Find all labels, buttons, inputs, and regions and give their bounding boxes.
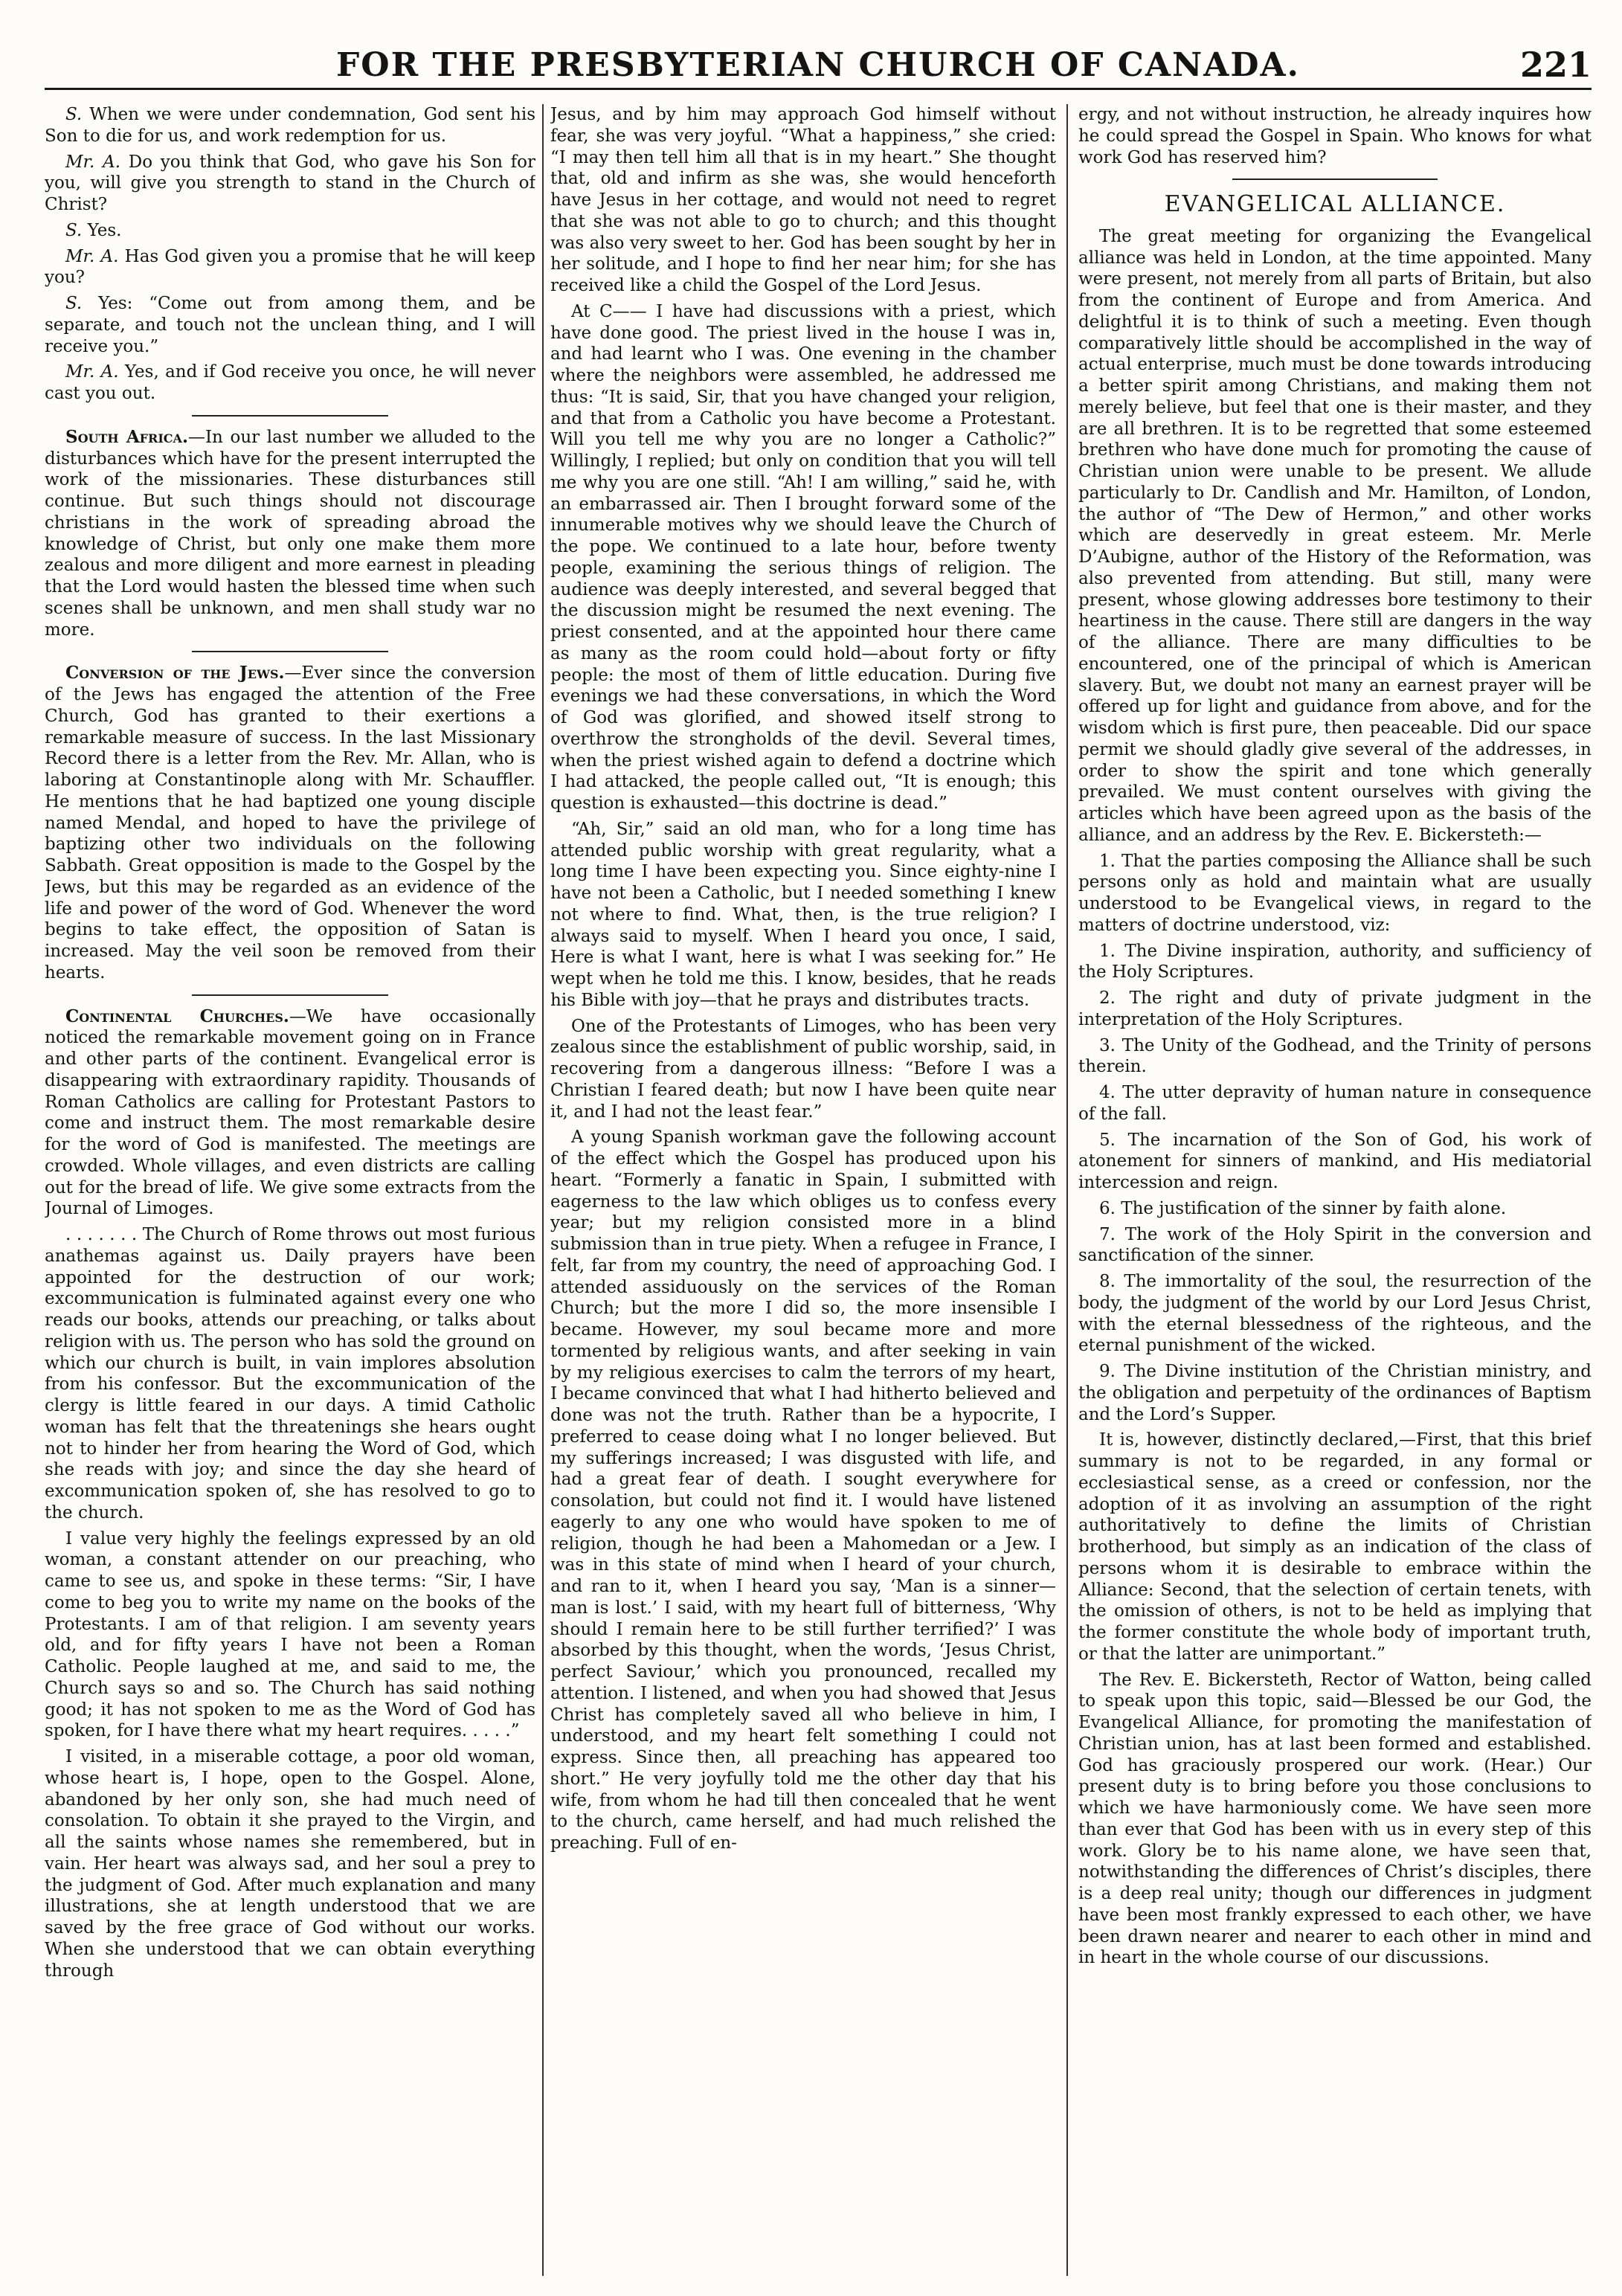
paragraph: ergy, and not without instruction, he already inquires how he could spread the Gospel in Spain. Who knows for what work God has reserved him?	[1078, 105, 1592, 167]
dialog-line: Yes: “Come out from among them, and be separate, and touch not the unclean thing, and I will receive you.”	[45, 294, 535, 356]
dialog-speaker: S.	[65, 220, 83, 240]
article-item: 7. The work of the Holy Spirit in the conversion and sanctification of the sinner.	[1078, 1224, 1592, 1266]
separator	[192, 415, 388, 417]
paragraph: I visited, in a miserable cottage, a poor old woman, whose heart is, I hope, open to the Gospel. Alone, abandoned by her only son, she had much need of consolation. To obtain it she prayed to the Virgin, and all the saints whose names she remembered, but in vain. Her heart was always sad, and her soul a prey to the judgment of God. After much explanation and many illustrations, she at length understood that we are saved by the free grace of God without our works. When she understood that we can obtain everything through	[45, 1747, 535, 1981]
section-title: EVANGELICAL ALLIANCE.	[1164, 191, 1506, 218]
running-title: FOR THE PRESBYTERIAN CHURCH OF CANADA.	[336, 46, 1300, 84]
dialog-line: Yes.	[87, 220, 122, 240]
column-2	[550, 104, 1056, 2276]
article-item: 4. The utter depravity of human nature in consequence of the fall.	[1078, 1083, 1592, 1124]
paragraph: One of the Protestants of Limoges, who has been very zealous since the establishment of public worship, said, in recovering from a dangerous illness: “Before I was a Christian I feared death; but now I have been quite near it, and I had not the least fear.”	[550, 1016, 1056, 1122]
article-heading: South Africa.	[65, 426, 188, 447]
dialog-line: Has God given you a promise that he will keep you?	[45, 246, 535, 288]
paragraph: The great meeting for organizing the Evangelical alliance was held in London, at the time appointed. Many were present, not merely from all parts of Britain, but also from the continent of Europe and from America. And delightful it is to think of such a meeting. Even though comparatively little should be accomplished in the way of actual enterprise, much must be done towards introducing a better spirit among Christians, and making them not merely believe, but feel that one is their master, and they are all brethren. It is to be regretted that some esteemed brethren who have done much for promoting the cause of Christian union were unable to be present. We allude particularly to Dr. Candlish and Mr. Hamilton, of London, the author of “The Dew of Hermon,” and other works which are deservedly in great esteem. Mr. Merle D’Aubigne, author of the History of the Reformation, was also prevented from attending. But still, many were present, whose glowing addresses bore testimony to their heartiness in the cause. There still are dangers in the way of the alliance. There are many difficulties to be encountered, one of the principal of which is American slavery. But, we doubt not many an earnest prayer will be offered up for light and guidance from above, and for the wisdom which is first pure, then peaceable. Did our space permit we should gladly give several of the addresses, in order to show the spirit and tone which generally prevailed. We must content ourselves with giving the articles which have been agreed upon as the basis of the alliance, and an address by the Rev. E. Bickersteth:—	[1078, 226, 1592, 845]
dialog-line: Do you think that God, who gave his Son for you, will give you strength to stand in the Church of Christ?	[45, 152, 535, 214]
paragraph: At C—— I have had discussions with a priest, which have done good. The priest lived in the house I was in, and had learnt who I was. One evening in the chamber where the neighbors were assembled, he addressed me thus: “It is said, Sir, that you have changed your religion, and that from a Catholic you have become a Protestant. Will you tell me why you are no longer a Catholic?” Willingly, I replied; but only on condition that you will tell me why you are one still. “Ah! I am willing,” said he, with an embarrassed air. Then I brought forward some of the innumerable motives why we should leave the Church of the pope. We continued to a late hour, before twenty people, examining the serious things of religion. The audience was deeply interested, and several begged that the discussion might be resumed the next evening. The priest consented, and at the appointed hour there came as many as the room could hold—about forty or fifty people: the most of them of little education. During five evenings we had these conversations, in which the Word of God was glorified, and showed itself strong to overthrow the strongholds of the devil. Several times, when the priest wished again to defend a doctrine which I had attacked, the people called out, “It is enough; this question is exhausted—this doctrine is dead.”	[550, 301, 1056, 813]
dialog	[45, 104, 535, 405]
column-rule-2	[1066, 104, 1068, 2276]
article-heading: Continental Churches.	[65, 1006, 289, 1026]
article-item: 9. The Divine institution of the Christian ministry, and the obligation and perpetuity of the ordinances of Baptism and the Lord’s Supper.	[1078, 1362, 1592, 1424]
page-number: 221	[1519, 45, 1592, 85]
paragraph: “Ah, Sir,” said an old man, who for a long time has attended public worship with great regularity, what a long time I have been expecting you. Since eighty-nine I have not been a Catholic, but I needed something I knew not where to find. What, then, is the true religion? I always said to myself. When I heard you once, I said, Here is what I want, here is what I was seeking for.” He wept when he told me this. I know, besides, that he reads his Bible with joy—that he prays and distributes tracts.	[550, 819, 1056, 1010]
dialog-speaker: S.	[65, 105, 83, 124]
paragraph: I value very highly the feelings expressed by an old woman, a constant attender on our preaching, who came to see us, and spoke in these terms: “Sir, I have come to beg you to write my name on the books of the Protestants. I am of that religion. I am seventy years old, and for fifty years I have not been a Roman Catholic. People laughed at me, and said to me, the Church says so and so. The Church has said nothing good; it has not spoken to me as the Word of God has spoken, for I have there what my heart requires. . . . .”	[45, 1528, 535, 1741]
dialog-speaker: S.	[65, 294, 83, 313]
article-item: 1. That the parties composing the Alliance shall be such persons only as hold and maintain what are usually understood to be Evangelical views, in regard to the matters of doctrine understood, viz:	[1078, 851, 1592, 935]
article-heading: Conversion of the Jews.	[65, 663, 285, 684]
paragraph: A young Spanish workman gave the following account of the effect which the Gospel has produced upon his heart. “Formerly a fanatic in Spain, I submitted with eagerness to the law which obliges us to confess every year; but my religion consisted more in a blind submission than in true piety. When a refugee in France, I felt, far from my country, the need of approaching God. I attended assiduously on the services of the Roman Church; but the more I did so, the more insensible I became. However, my soul became more and more tormented by religious wants, and after seeking in vain by my religious exercises to calm the terrors of my heart, I became convinced that what I had hitherto believed and done was not the truth. Rather than be a hypocrite, I preferred to cease doing what I no longer believed. But my sufferings increased; I was disgusted with life, and had a great fear of death. I sought everywhere for consolation, but could not find it. I would have listened eagerly to any one who would have spoken to me of religion, though he had been a Mahomedan or a Jew. I was in this state of mind when I heard of your church, and ran to it, when I heard you say, ‘Man is a sinner—man is lost.’ I said, with my heart full of bitterness, ‘Why should I remain here to be still further terrified?’ I was absorbed by this thought, when the words, ‘Jesus Christ, perfect Saviour,’ which you pronounced, recalled my attention. I listened, and when you had showed that Jesus Christ has completely saved all who believe in him, I understood, and my heart felt something I could not express. Since then, all preaching has appeared too short.” He very joyfully told me the other day that his wife, from whom he had till then concealed that he went to the church, came herself, and had much relished the preaching. Full of en-	[550, 1128, 1056, 1853]
article-item: 5. The incarnation of the Son of God, his work of atonement for sinners of mankind, and His mediatorial intercession and reign.	[1078, 1130, 1592, 1192]
dialog-line: Yes, and if God receive you once, he will never cast you out.	[45, 362, 535, 403]
article-item: 1. The Divine inspiration, authority, and sufficiency of the Holy Scriptures.	[1078, 941, 1592, 983]
article-body: —In our last number we alluded to the disturbances which have for the present interrupted the work of the missionaries. These disturbances still continue. But such things should not discourage christians in the work of spreading abroad the knowledge of Christ, but only one make them more zealous and more diligent and more earnest in pleading that the Lord would hasten the blessed time when such scenes shall be unknown, and men shall study war no more.	[45, 427, 535, 640]
dialog-line: When we were under condemnation, God sent his Son to die for us, and work redemption for us.	[45, 105, 535, 146]
article-body: —Ever since the conversion of the Jews has engaged the attention of the Free Church, God has granted to their exertions a remarkable measure of success. In the last Missionary Record there is a letter from the Rev. Mr. Allan, who is laboring at Constantinople along with Mr. Schauffler. He mentions that he had baptized one young disciple named Mendal, and hoped to have the privilege of baptizing other two individuals on the following Sabbath. Great opposition is made to the Gospel by the Jews, but this may be regarded as an evidence of the life and power of the word of God. Whenever the word begins to take effect, the opposition of Satan is increased. May the veil soon be removed from their hearts.	[45, 663, 535, 983]
article-item: 2. The right and duty of private judgment in the interpretation of the Holy Scriptures.	[1078, 988, 1592, 1029]
article-item: 6. The justification of the sinner by faith alone.	[1099, 1198, 1507, 1218]
separator	[192, 994, 388, 996]
article-item: 8. The immortality of the soul, the resurrection of the body, the judgment of the world by our Lord Jesus Christ, with the eternal blessedness of the righteous, and the eternal punishment of the wicked.	[1078, 1272, 1592, 1356]
paragraph: The Rev. E. Bickersteth, Rector of Watton, being called to speak upon this topic, said—Blessed be our God, the Evangelical Alliance, for promoting the manifestation of Christian union, has at last been formed and established. God has graciously prospered our work. (Hear.) Our present duty is to bring before you those conclusions to which we have harmoniously come. We have seen more than ever that God has been with us in every step of this work. Glory be to his name alone, we have seen that, notwithstanding the differences of Christ’s disciples, there is a deep real unity; though our differences in judgment have been most frankly expressed to each other, we have been drawn nearer and nearer to each other in mind and in heart in the whole course of our discussions.	[1078, 1670, 1592, 1968]
paragraph: . . . . . . . The Church of Rome throws out most furious anathemas against us. Daily prayers have been appointed for the destruction of our work; excommunication is fulminated against every one who reads our books, attends our preaching, or talks about religion with us. The person who has sold the ground on which our church is built, in vain implores absolution from his confessor. But the excommunication of the clergy is little feared in our days. A timid Catholic woman has felt that the threatenings she hears ought not to hinder her from hearing the Word of God, which she reads with joy; and since the day she heard of excommunication spoken of, she has resolved to go to the church.	[45, 1225, 535, 1522]
separator	[192, 651, 388, 652]
dialog-speaker: Mr. A.	[65, 362, 119, 382]
dialog-speaker: Mr. A.	[65, 152, 120, 172]
column-1	[45, 104, 535, 2276]
article-continental-churches	[45, 1006, 535, 1221]
article-body: —We have occasionally noticed the remarkable movement going on in France and other parts of the continent. Evangelical error is disappearing with extraordinary rapidity. Thousands of Roman Catholics are calling for Protestant Pastors to come and instruct them. The most remarkable desire for the word of God is manifested. The meetings are crowded. Whole villages, and even districts are calling out for the bread of life. We give some extracts from the Journal of Limoges.	[45, 1006, 535, 1219]
page-header	[45, 43, 1592, 90]
paragraph: It is, however, distinctly declared,—First, that this brief summary is not to be regarded, in any formal or ecclesiastical sense, as a creed or confession, nor the adoption of it as involving an assumption of the right authoritatively to define the limits of Christian brotherhood, but simply as an indication of the class of persons whom it is desirable to embrace within the Alliance: Second, that the selection of certain tenets, with the omission of others, is not to be held as implying that the former constitute the whole body of important truth, or that the latter are unimportant.”	[1078, 1430, 1592, 1664]
paragraph: Jesus, and by him may approach God himself without fear, she was very joyful. “What a happiness,” she cried: “I may then tell him all that is in my heart.” She thought that, old and infirm as she was, she would henceforth have Jesus in her cottage, and would not need to regret that she was not able to go to church; and this thought was also very sweet to her. God has been sought by her in her solitude, and I hope to find her near him; for she has received like a child the Gospel of the Lord Jesus.	[550, 105, 1056, 295]
dialog-speaker: Mr. A.	[65, 246, 119, 266]
separator	[1232, 179, 1438, 180]
column-3	[1078, 104, 1592, 2276]
column-rule-1	[542, 104, 544, 2276]
article-item: 3. The Unity of the Godhead, and the Trinity of persons therein.	[1078, 1035, 1592, 1077]
article-conversion-jews	[45, 663, 535, 983]
article-south-africa	[45, 427, 535, 641]
